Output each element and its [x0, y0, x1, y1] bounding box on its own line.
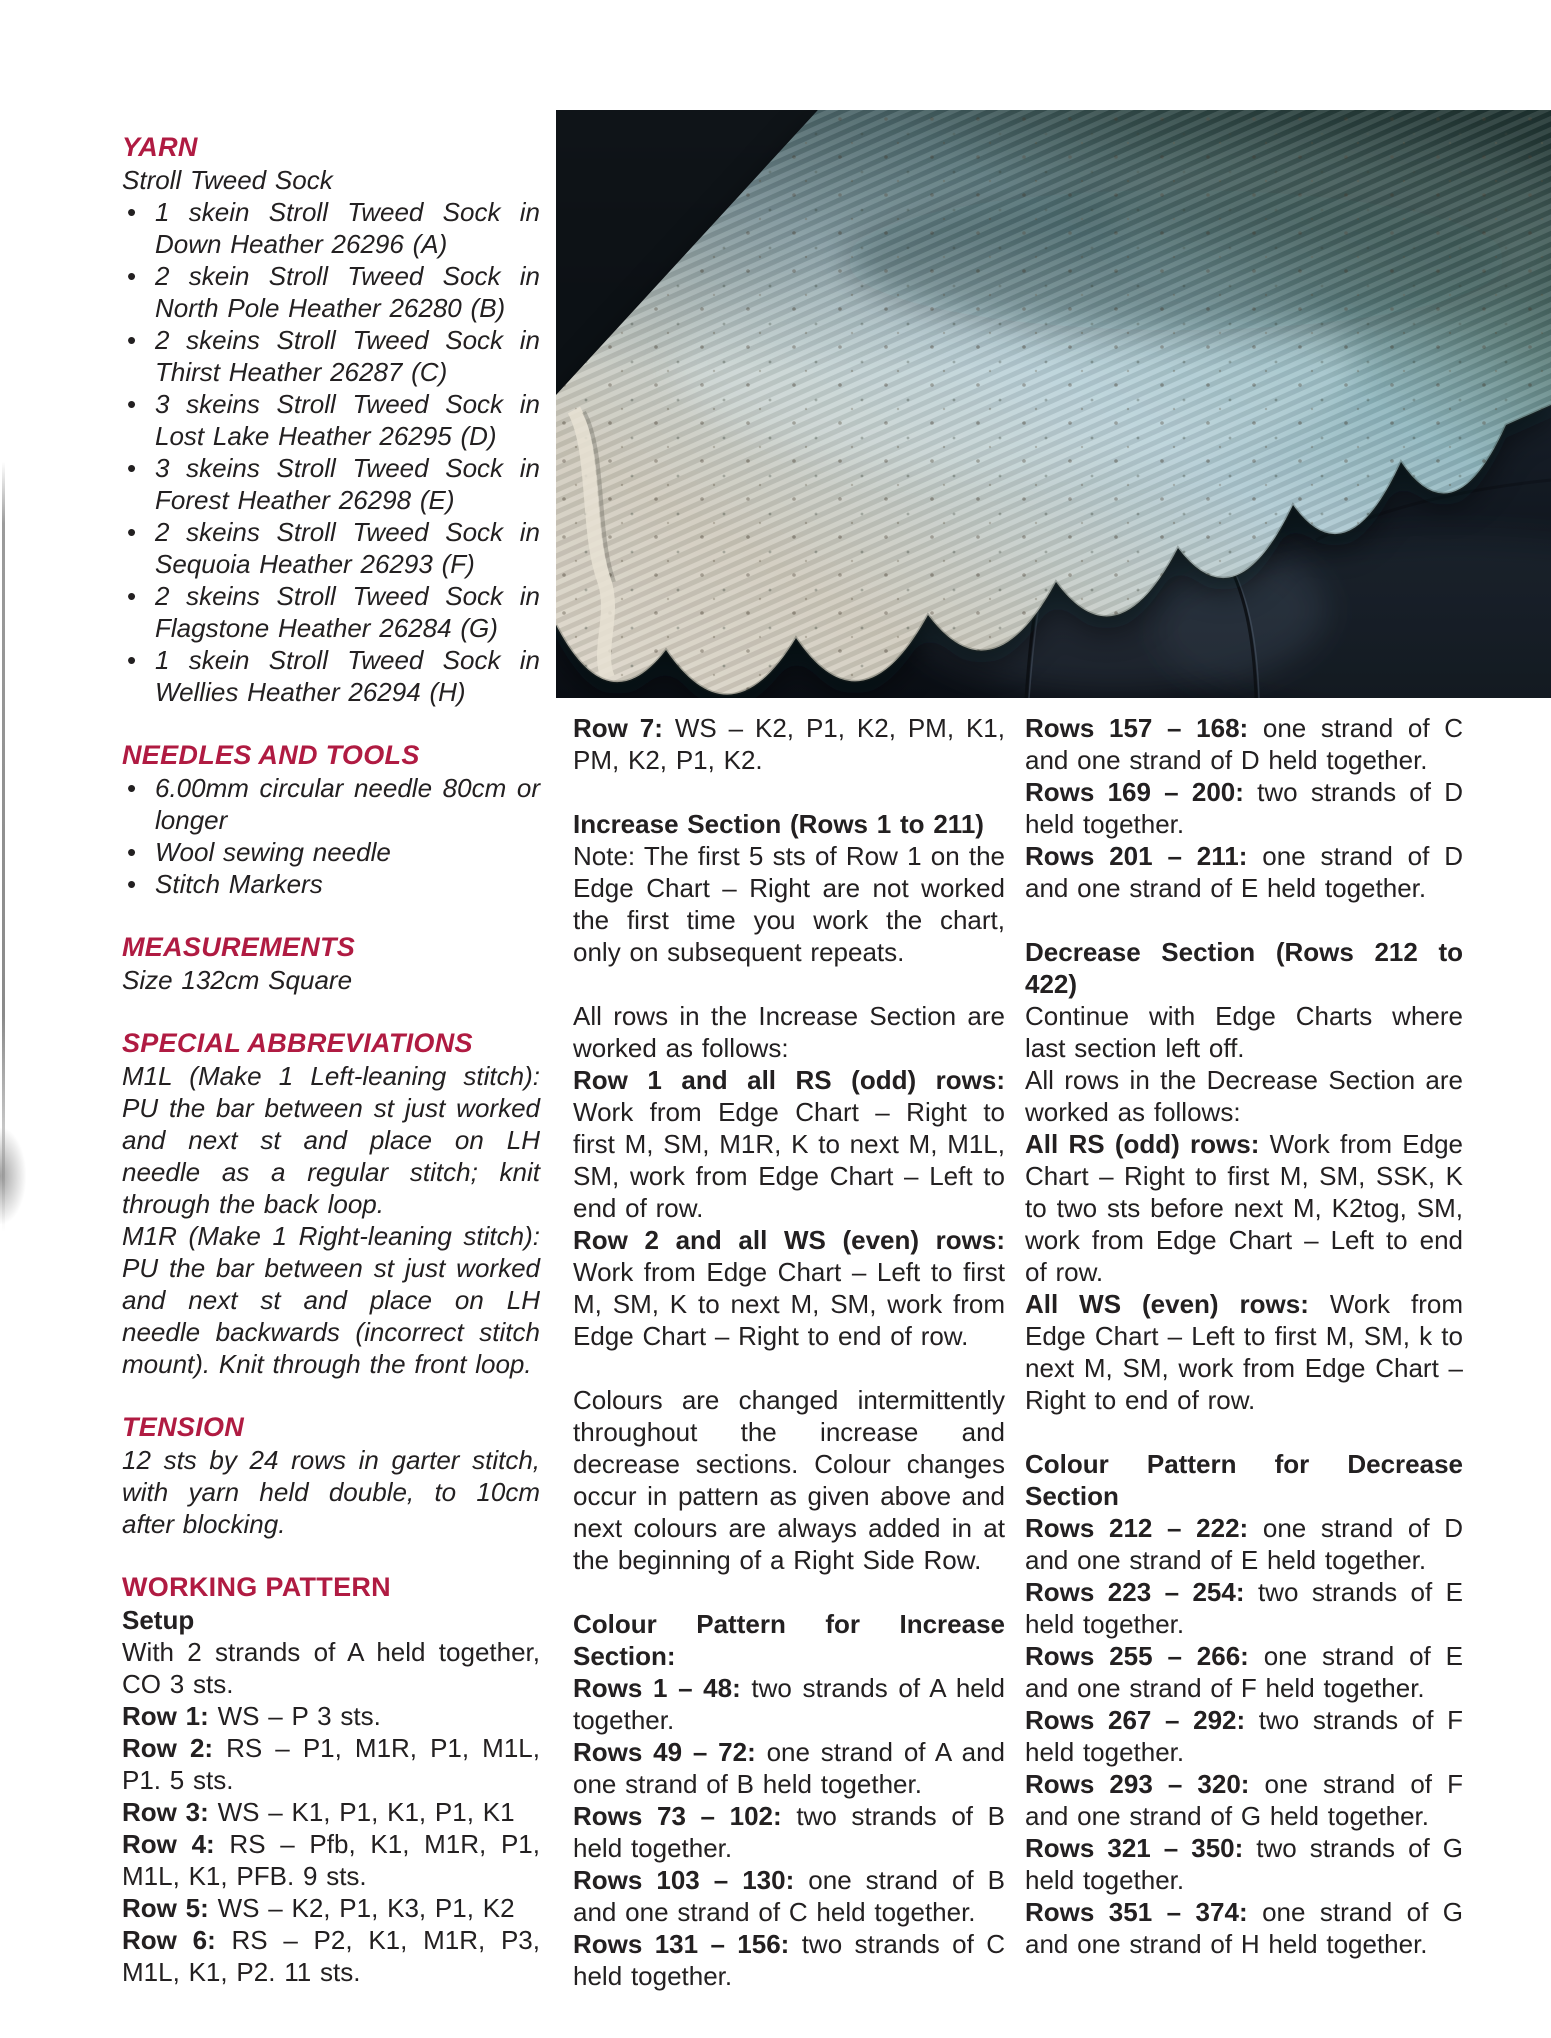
labeled-paragraph: [1025, 776, 1463, 840]
bullet-marker: •: [127, 645, 137, 675]
labeled-paragraph: [122, 1700, 540, 1732]
yarn-section: [122, 130, 540, 708]
paragraph-label: All RS (odd) rows:: [1025, 1129, 1260, 1159]
paragraph-label: Rows 103 – 130:: [573, 1865, 795, 1895]
paragraph-text: WS – K2, P1, K3, P1, K2: [208, 1893, 515, 1923]
abbreviations-heading: SPECIAL ABBREVIATIONS: [122, 1028, 473, 1058]
paragraph-text: Work from Edge Chart – Left to first M, SM, k to next M, SM, work from Edge Chart – Right to end of row.: [1025, 1289, 1463, 1415]
paragraph-text: two strands of E held together.: [1025, 1577, 1463, 1639]
labeled-paragraph: [122, 1732, 540, 1796]
labeled-paragraph: [1025, 936, 1463, 1000]
paragraph-label: Colour Pattern for Decrease Section: [1025, 1449, 1463, 1511]
paragraph-label: Increase Section (Rows 1 to 211): [573, 809, 984, 839]
labeled-paragraph: [1025, 1832, 1463, 1896]
paragraph-text: two strands of D held together.: [1025, 777, 1463, 839]
materials-column: [122, 130, 540, 1988]
paragraph-text: WS – K1, P1, K1, P1, K1: [208, 1797, 515, 1827]
paragraph-text: two strands of G held together.: [1025, 1833, 1463, 1895]
labeled-paragraph: [1025, 1704, 1463, 1768]
paragraph-text: one strand of E and one strand of F held together.: [1025, 1641, 1463, 1703]
bullet-item: [122, 580, 540, 644]
bullet-item: [122, 836, 540, 868]
working-pattern-section: [122, 1570, 540, 1988]
bullet-marker: •: [127, 325, 137, 355]
paragraph-label: Rows 201 – 211:: [1025, 841, 1248, 871]
bullet-text: 6.00mm circular needle 80cm or longer: [155, 773, 540, 835]
yarn-heading: YARN: [122, 132, 198, 162]
labeled-paragraph: [1025, 1448, 1463, 1512]
paragraph-text: two strands of C held together.: [573, 1929, 1005, 1991]
bullet-marker: •: [127, 197, 137, 227]
paragraph-label: Rows 321 – 350:: [1025, 1833, 1244, 1863]
bullet-text: 3 skeins Stroll Tweed Sock in Forest Heather 26298 (E): [155, 453, 540, 515]
paragraph-text: All rows in the Increase Section are worked as follows:: [573, 1001, 1005, 1063]
paragraph-text: Note: The first 5 sts of Row 1 on the Edge Chart – Right are not worked the first time you work the chart, only on subsequent repeats.: [573, 841, 1005, 967]
bullet-text: 2 skeins Stroll Tweed Sock in Flagstone Heather 26284 (G): [155, 581, 540, 643]
setup-subheading: Setup: [122, 1605, 195, 1635]
bullet-item: [122, 772, 540, 836]
paragraph-label: Colour Pattern for Increase Section:: [573, 1609, 1005, 1671]
paragraph-label: Row 1:: [122, 1701, 209, 1731]
paragraph-label: Rows 1 – 48:: [573, 1673, 741, 1703]
needles-list: [122, 772, 540, 900]
paragraph-text: two strands of A held together.: [573, 1673, 1005, 1735]
abbreviations-section: [122, 1026, 540, 1380]
paragraph-label: Row 7:: [573, 713, 663, 743]
paragraph: [122, 1060, 540, 1220]
paragraph: [573, 840, 1005, 968]
measurements-heading: MEASUREMENTS: [122, 932, 356, 962]
paragraph-label: Row 5:: [122, 1893, 209, 1923]
paragraph: [573, 1000, 1005, 1064]
labeled-paragraph: [1025, 712, 1463, 776]
paragraph-text: Work from Edge Chart – Right to first M, SM, M1R, K to next M, M1L, SM, work from Edge Chart – Left to end of row.: [573, 1097, 1005, 1223]
bullet-marker: •: [127, 453, 137, 483]
paragraph-label: Rows 169 – 200:: [1025, 777, 1244, 807]
needles-section: [122, 738, 540, 900]
bullet-item: [122, 324, 540, 388]
paragraph-label: Rows 49 – 72:: [573, 1737, 756, 1767]
paragraph-text: Work from Edge Chart – Left to first M, SM, K to next M, SM, work from Edge Chart – Right to end of row.: [573, 1257, 1005, 1351]
paragraph: [122, 1636, 540, 1700]
labeled-paragraph: [573, 712, 1005, 776]
bullet-item: [122, 644, 540, 708]
labeled-paragraph: [1025, 1576, 1463, 1640]
labeled-paragraph: [1025, 1768, 1463, 1832]
bullet-text: Stitch Markers: [155, 869, 323, 899]
paragraph-label: Rows 73 – 102:: [573, 1801, 782, 1831]
paragraph-text: Continue with Edge Charts where last section left off.: [1025, 1001, 1463, 1063]
paragraph-text: RS – P2, K1, M1R, P3, M1L, K1, P2. 11 sts.: [122, 1925, 540, 1987]
paragraph-text: one strand of C and one strand of D held together.: [1025, 713, 1463, 775]
bullet-item: [122, 516, 540, 580]
paragraph-gap: [1025, 904, 1463, 936]
bullet-item: [122, 196, 540, 260]
tension-section: [122, 1410, 540, 1540]
paragraph-label: Row 2 and all WS (even) rows:: [573, 1225, 1005, 1255]
labeled-paragraph: [1025, 1896, 1463, 1960]
blanket-photo-image: [556, 110, 1551, 698]
bullet-text: 1 skein Stroll Tweed Sock in Down Heather 26296 (A): [155, 197, 540, 259]
paragraph-text: one strand of D and one strand of E held together.: [1025, 1513, 1463, 1575]
measurements-body: Size 132cm Square: [122, 965, 353, 995]
paragraph-gap: [573, 968, 1005, 1000]
paragraph-text: Colours are changed intermittently throughout the increase and decrease sections. Colour changes occur in pattern as given above and next colours are always added in at the beginning of a Right Side Row.: [573, 1385, 1005, 1575]
paragraph-text: Work from Edge Chart – Right to first M, SM, SSK, K to two sts before next M, K2tog, SM, work from Edge Chart – Left to end of row.: [1025, 1129, 1464, 1287]
tension-body: 12 sts by 24 rows in garter stitch, with yarn held double, to 10cm after blocking.: [122, 1445, 540, 1539]
bullet-text: 2 skein Stroll Tweed Sock in North Pole Heather 26280 (B): [155, 261, 540, 323]
instructions-column-middle: [573, 712, 1005, 1992]
paragraph-text: RS – P1, M1R, P1, M1L, P1. 5 sts.: [122, 1733, 540, 1795]
paragraph-label: Row 3:: [122, 1797, 209, 1827]
bullet-marker: •: [127, 261, 137, 291]
labeled-paragraph: [573, 1864, 1005, 1928]
bullet-text: 1 skein Stroll Tweed Sock in Wellies Heather 26294 (H): [155, 645, 540, 707]
labeled-paragraph: [1025, 1288, 1463, 1416]
yarn-list: [122, 196, 540, 708]
page-edge-artifact-smudge: [0, 1128, 26, 1224]
paragraph-text: one strand of B and one strand of C held together.: [573, 1865, 1005, 1927]
bullet-text: 2 skeins Stroll Tweed Sock in Sequoia Heather 26293 (F): [155, 517, 540, 579]
bullet-item: [122, 388, 540, 452]
bullet-marker: •: [127, 837, 137, 867]
labeled-paragraph: [573, 1672, 1005, 1736]
paragraph-label: Rows 223 – 254:: [1025, 1577, 1245, 1607]
tension-heading: TENSION: [122, 1412, 245, 1442]
bullet-marker: •: [127, 517, 137, 547]
labeled-paragraph: [1025, 1128, 1463, 1288]
paragraph-label: Decrease Section (Rows 212 to 422): [1025, 937, 1463, 999]
paragraph-text: two strands of B held together.: [573, 1801, 1005, 1863]
bullet-marker: •: [127, 773, 137, 803]
abbreviations-paragraphs: [122, 1060, 540, 1380]
bullet-item: [122, 452, 540, 516]
paragraph-text: WS – P 3 sts.: [208, 1701, 381, 1731]
working-pattern-heading: WORKING PATTERN: [122, 1572, 391, 1602]
needles-heading: NEEDLES AND TOOLS: [122, 740, 420, 770]
instructions-column-right: [1025, 712, 1463, 1960]
paragraph-label: All WS (even) rows:: [1025, 1289, 1309, 1319]
labeled-paragraph: [573, 1928, 1005, 1992]
bullet-marker: •: [127, 869, 137, 899]
bullet-marker: •: [127, 581, 137, 611]
labeled-paragraph: [122, 1796, 540, 1828]
paragraph-label: Row 4:: [122, 1829, 215, 1859]
paragraph-label: Row 6:: [122, 1925, 216, 1955]
blanket-photo: [556, 110, 1551, 698]
paragraph-text: one strand of G and one strand of H held together.: [1025, 1897, 1463, 1959]
paragraph-text: RS – Pfb, K1, M1R, P1, M1L, K1, PFB. 9 sts.: [122, 1829, 540, 1891]
paragraph: [122, 1220, 540, 1380]
paragraph-gap: [573, 1352, 1005, 1384]
labeled-paragraph: [122, 1828, 540, 1892]
paragraph-text: With 2 strands of A held together, CO 3 sts.: [122, 1637, 540, 1699]
labeled-paragraph: [1025, 1640, 1463, 1704]
paragraph-label: Rows 351 – 374:: [1025, 1897, 1248, 1927]
paragraph: [1025, 1000, 1463, 1064]
paragraph-gap: [1025, 1416, 1463, 1448]
bullet-text: 3 skeins Stroll Tweed Sock in Lost Lake Heather 26295 (D): [155, 389, 540, 451]
setup-rows: [122, 1636, 540, 1988]
paragraph-text: two strands of F held together.: [1025, 1705, 1464, 1767]
measurements-section: [122, 930, 540, 996]
paragraph: [573, 1384, 1005, 1576]
paragraph-text: WS – K2, P1, K2, PM, K1, PM, K2, P1, K2.: [573, 713, 1005, 775]
bullet-item: [122, 260, 540, 324]
labeled-paragraph: [573, 808, 1005, 840]
paragraph-label: Rows 293 – 320:: [1025, 1769, 1250, 1799]
paragraph-text: All rows in the Decrease Section are worked as follows:: [1025, 1065, 1463, 1127]
paragraph-text: one strand of F and one strand of G held together.: [1025, 1769, 1463, 1831]
paragraph-label: Rows 131 – 156:: [573, 1929, 790, 1959]
bullet-item: [122, 868, 540, 900]
paragraph-text: M1R (Make 1 Right-leaning stitch): PU the bar between st just worked and next st and place on LH needle backwards (incorrect stitch mount). Knit through the front loop.: [122, 1221, 540, 1379]
paragraph-label: Row 2:: [122, 1733, 214, 1763]
labeled-paragraph: [1025, 1512, 1463, 1576]
paragraph-label: Rows 212 – 222:: [1025, 1513, 1249, 1543]
paragraph-label: Row 1 and all RS (odd) rows:: [573, 1065, 1005, 1095]
labeled-paragraph: [573, 1800, 1005, 1864]
bullet-text: Wool sewing needle: [155, 837, 391, 867]
labeled-paragraph: [122, 1892, 540, 1924]
labeled-paragraph: [573, 1064, 1005, 1224]
page-edge-artifact-line: [2, 462, 5, 1232]
labeled-paragraph: [573, 1608, 1005, 1672]
paragraph-gap: [573, 776, 1005, 808]
paragraph-label: Rows 157 – 168:: [1025, 713, 1249, 743]
paragraph-text: one strand of D and one strand of E held together.: [1025, 841, 1463, 903]
bullet-marker: •: [127, 389, 137, 419]
paragraph-label: Rows 255 – 266:: [1025, 1641, 1249, 1671]
paragraph-label: Rows 267 – 292:: [1025, 1705, 1246, 1735]
labeled-paragraph: [573, 1224, 1005, 1352]
paragraph-text: one strand of A and one strand of B held together.: [573, 1737, 1005, 1799]
labeled-paragraph: [122, 1924, 540, 1988]
paragraph-text: M1L (Make 1 Left-leaning stitch): PU the bar between st just worked and next st and place on LH needle as a regular stitch; knit through the back loop.: [122, 1061, 540, 1219]
labeled-paragraph: [1025, 840, 1463, 904]
yarn-subheading: Stroll Tweed Sock: [122, 165, 333, 195]
paragraph: [1025, 1064, 1463, 1128]
labeled-paragraph: [573, 1736, 1005, 1800]
paragraph-gap: [573, 1576, 1005, 1608]
bullet-text: 2 skeins Stroll Tweed Sock in Thirst Heather 26287 (C): [155, 325, 540, 387]
